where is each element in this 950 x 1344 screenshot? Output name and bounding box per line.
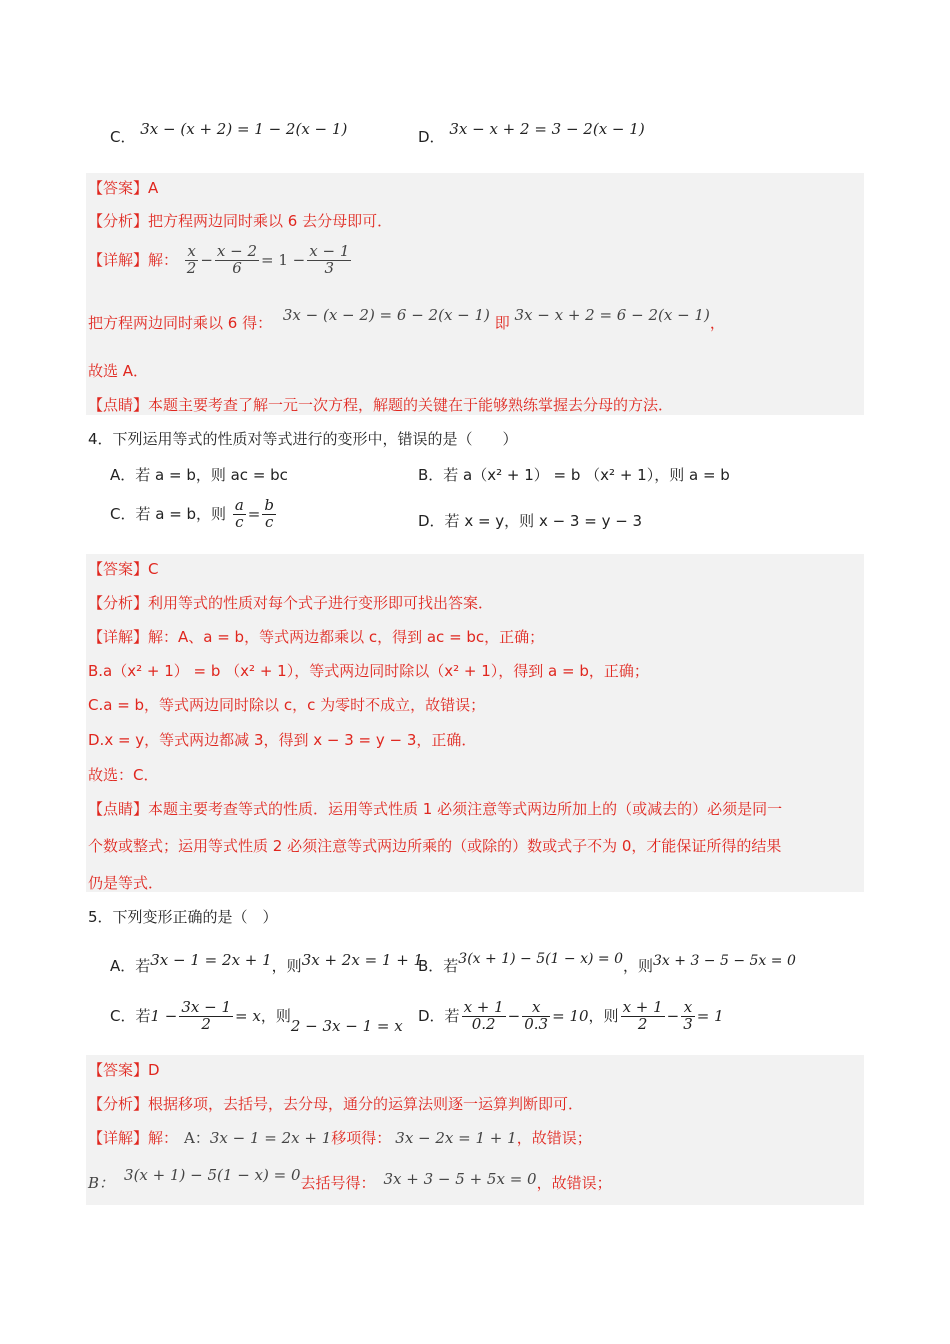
step-ji: 即: [494, 314, 510, 332]
frac-b-over-c: $\frac{b}{c}$: [264, 496, 274, 531]
q3-answer: 【答案】A: [88, 179, 159, 197]
q5-answer: 【答案】D: [88, 1061, 160, 1079]
detail-a: A：: [184, 1129, 210, 1147]
q4-choose: 故选：C．: [88, 766, 159, 784]
option-c-label: C．: [110, 128, 136, 146]
option-a-math-2: 3x + 2x = 1 + 1: [301, 951, 424, 969]
detail-1-text: 移项得：: [331, 1129, 392, 1147]
q3-choose: 故选 A．: [88, 362, 149, 380]
option-d-post: = 10: [552, 1006, 589, 1025]
q4-comment-1: 【点睛】本题主要考查等式的性质．运用等式性质 1 必须注意等式两边所加上的（或减去的）必须是同一: [88, 800, 783, 818]
option-d-prefix: D．若: [418, 1006, 460, 1025]
frac-x-2-over-6: $\frac{x - 2}{6}$: [216, 242, 258, 277]
frac-a-over-c: $\frac{a}{c}$: [234, 496, 244, 531]
detail-1-end: ，故错误；: [516, 1129, 592, 1147]
option-a-mid: ，则: [271, 957, 302, 975]
detail-b: B：: [88, 1174, 115, 1192]
q3-comment: 【点睛】本题主要考查了解一元一次方程，解题的关键在于能够熟练掌握去分母的方法．: [88, 396, 674, 414]
option-b-mid: ，则: [623, 957, 654, 975]
q5-analysis: 【分析】根据移项，去括号，去分母，通分的运算法则逐一运算判断即可．: [88, 1095, 584, 1113]
q5-option-c: [110, 1000, 403, 1033]
q4-detail-1: 【详解】解：A、a = b，等式两边都乘以 c，得到 ac = bc，正确；: [88, 628, 545, 646]
option-c-prefix: C．若 a = b，则: [110, 504, 227, 523]
detail-1-math-1: 3x − 1 = 2x + 1: [209, 1129, 332, 1147]
q4-option-c: C．若 a = b，则 $\frac{a}{c}$ = $\frac{b}{c}$: [110, 496, 274, 531]
frac-x-1-over-3: $\frac{x - 1}{3}$: [309, 242, 350, 277]
q4-analysis: 【分析】利用等式的性质对每个式子进行变形即可找出答案．: [88, 594, 494, 612]
option-c-math: 3x − (x + 2) = 1 − 2(x − 1): [140, 120, 348, 138]
option-c-mid: ，则: [260, 1006, 291, 1025]
q4-answer: 【答案】C: [88, 560, 159, 578]
q3-detail: 【详解】解： $\frac{x}{2}$ − $\frac{x - 2}{6}$ = 1 − $\frac{x - 1}{3}$: [88, 242, 350, 277]
frac-x-over-03: $\frac{x}{0.3}$: [524, 998, 549, 1033]
q4-detail-2: B.a（x² + 1） = b （x² + 1），等式两边同时除以（x² + 1），得到 a = b，正确；: [88, 662, 649, 680]
q5-stem: 5．下列变形正确的是（ ）: [88, 908, 278, 926]
q5-option-b: [418, 951, 796, 976]
q4-option-b: B．若 a（x² + 1） = b （x² + 1），则 a = b: [418, 466, 730, 484]
frac-x-over-3: $\frac{x}{3}$: [683, 998, 693, 1033]
detail-1-math-2: 3x − 2x = 1 + 1: [395, 1129, 517, 1147]
option-d-math: 3x − x + 2 = 3 − 2(x − 1): [449, 120, 645, 138]
option-d-label: D．: [418, 128, 445, 146]
frac-3x-1-over-2: $\frac{3x - 1}{2}$: [181, 998, 232, 1033]
detail-label: 【详解】解：: [88, 250, 179, 269]
step-end: ，: [709, 314, 725, 332]
option-c-post: = x: [235, 1006, 261, 1025]
q5-option-d: D．若 $\frac{x + 1}{0.2}$ − $\frac{x}{0.3}$ = 10，则 $\frac{x + 1}{2}$ − $\frac{x}{3}$ = 1: [418, 998, 724, 1033]
option-c-pre: 1 −: [150, 1006, 178, 1025]
q4-stem: 4．下列运用等式的性质对等式进行的变形中，错误的是（ ）: [88, 430, 518, 448]
q4-comment-3: 仍是等式．: [88, 874, 164, 892]
q4-detail-4: D.x = y，等式两边都减 3，得到 x − 3 = y − 3，正确．: [88, 731, 477, 749]
q4-option-a: A．若 a = b，则 ac = bc: [110, 466, 288, 484]
option-c-math-2: 2 − 3x − 1 = x: [290, 1016, 403, 1035]
option-b-math-1: 3(x + 1) − 5(1 − x) = 0: [458, 951, 623, 967]
q4-comment-2: 个数或整式；运用等式性质 2 必须注意等式两边所乘的（或除的）数或式子不为 0，才能保证所得的结果: [88, 837, 782, 855]
q5-detail-1: [88, 1127, 592, 1148]
q5-detail-2: [88, 1166, 612, 1193]
option-d-post2: = 1: [696, 1006, 724, 1025]
detail-mid: = 1 −: [261, 250, 306, 269]
step-prefix: 把方程两边同时乘以 6 得：: [88, 314, 273, 332]
q3-option-c: [110, 120, 348, 147]
detail-2-text: 去括号得：: [300, 1174, 376, 1192]
detail-2-math-2: 3x + 3 − 5 + 5x = 0: [383, 1170, 537, 1188]
q3-option-d: [418, 120, 645, 147]
q3-analysis: 【分析】把方程两边同时乘以 6 去分母即可．: [88, 212, 393, 230]
q4-option-d: D．若 x = y，则 x − 3 = y − 3: [418, 512, 643, 530]
frac-x1-over-02: $\frac{x + 1}{0.2}$: [463, 998, 504, 1033]
option-b-math-2: 3x + 3 − 5 − 5x = 0: [653, 953, 796, 969]
q5-option-a: [110, 951, 424, 976]
detail-2-end: ，故错误；: [536, 1174, 612, 1192]
frac-x1-over-2: $\frac{x + 1}{2}$: [622, 998, 663, 1033]
q4-detail-3: C.a = b，等式两边同时除以 c，c 为零时不成立，故错误；: [88, 696, 486, 714]
option-d-mid: ，则: [588, 1006, 619, 1025]
detail-2-math-1: 3(x + 1) − 5(1 − x) = 0: [124, 1166, 301, 1184]
step-math-2: 3x − x + 2 = 6 − 2(x − 1): [514, 306, 710, 324]
detail-label: 【详解】解：: [88, 1129, 179, 1147]
option-c-prefix: C．若: [110, 1006, 151, 1025]
option-a-math-1: 3x − 1 = 2x + 1: [150, 951, 272, 969]
q3-step: [88, 306, 725, 333]
frac-x-over-2: $\frac{x}{2}$: [186, 242, 197, 277]
step-math-1: 3x − (x − 2) = 6 − 2(x − 1): [282, 306, 490, 324]
option-b-prefix: B．若: [418, 957, 459, 975]
option-a-prefix: A．若: [110, 957, 151, 975]
